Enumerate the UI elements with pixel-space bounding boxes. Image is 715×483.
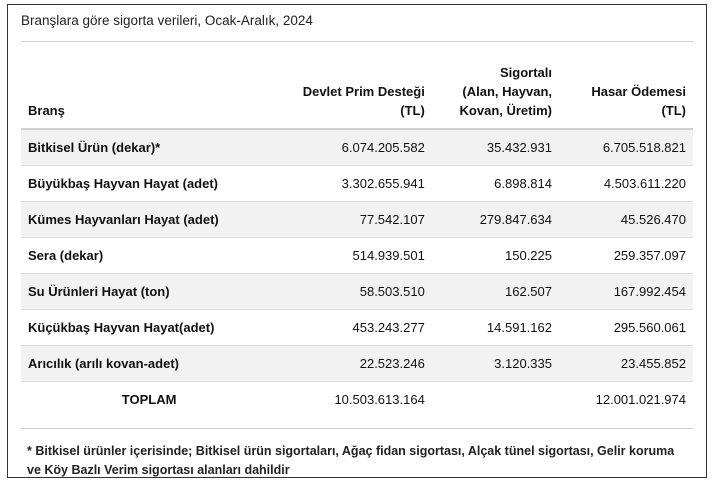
column-header-brans-label: Branş [28, 103, 65, 118]
table-row [21, 202, 693, 238]
footnote: * Bitkisel ürünler içerisinde; Bitkisel ürün sigortaları, Ağaç fidan sigortası, Alçak tünel sigortası, Gelir koruma ve Köy Bazlı Verim sigortası alanları dahildir [27, 444, 675, 477]
row-hasar-cell: 259.357.097 [559, 238, 693, 274]
row-devlet-cell: 77.542.107 [277, 202, 432, 238]
row-brans-cell: Su Ürünleri Hayat (ton) [21, 274, 277, 310]
row-brans-cell: Büyükbaş Hayvan Hayat (adet) [21, 166, 277, 202]
row-brans-cell: Arıcılık (arılı kovan-adet) [21, 346, 277, 382]
row-devlet-cell: 22.523.246 [277, 346, 432, 382]
row-sigortali-cell: 14.591.162 [432, 310, 559, 346]
column-header-devlet-prim [277, 63, 432, 129]
row-hasar-cell: 45.526.470 [559, 202, 693, 238]
total-sigortali-cell [432, 382, 559, 418]
total-label: TOPLAM [121, 392, 177, 407]
column-header-sigortali-line-1: Sigortalı [499, 65, 552, 80]
row-devlet-cell: 3.302.655.941 [277, 166, 432, 202]
page-title: Branşlara göre sigorta verileri, Ocak-Aralık, 2024 [21, 13, 313, 28]
column-header-sigortali [432, 63, 559, 129]
table-row [21, 310, 693, 346]
row-devlet-cell: 58.503.510 [277, 274, 432, 310]
table-row [21, 274, 693, 310]
total-devlet-cell: 10.503.613.164 [334, 392, 425, 407]
column-header-hasar-line-2: (TL) [661, 103, 686, 118]
row-hasar-cell: 6.705.518.821 [559, 129, 693, 166]
row-hasar-cell: 4.503.611.220 [559, 166, 693, 202]
total-row [21, 382, 693, 418]
total-hasar-cell: 12.001.021.974 [595, 392, 686, 407]
row-sigortali-cell: 279.847.634 [432, 202, 559, 238]
row-hasar-cell: 167.992.454 [559, 274, 693, 310]
row-hasar-cell: 23.455.852 [559, 346, 693, 382]
column-header-sigortali-line-2: (Alan, Hayvan, [462, 84, 552, 99]
column-header-sigortali-line-3: Kovan, Üretim) [459, 103, 552, 118]
column-header-devlet-line-2: (TL) [400, 103, 425, 118]
row-sigortali-cell: 35.432.931 [432, 129, 559, 166]
row-sigortali-cell: 6.898.814 [432, 166, 559, 202]
row-brans-cell: Sera (dekar) [21, 238, 277, 274]
row-brans-cell: Küçükbaş Hayvan Hayat(adet) [21, 310, 277, 346]
title-divider [21, 41, 693, 42]
row-devlet-cell: 6.074.205.582 [277, 129, 432, 166]
row-hasar-cell: 295.560.061 [559, 310, 693, 346]
table-row [21, 129, 693, 166]
row-brans-cell: Kümes Hayvanları Hayat (adet) [21, 202, 277, 238]
table-row [21, 238, 693, 274]
row-sigortali-cell: 162.507 [432, 274, 559, 310]
table-row [21, 166, 693, 202]
column-header-devlet-line-1: Devlet Prim Desteği [302, 84, 425, 99]
column-header-brans [21, 63, 277, 129]
column-header-hasar-odemesi [559, 63, 693, 129]
row-sigortali-cell: 150.225 [432, 238, 559, 274]
insurance-table [21, 63, 693, 417]
row-devlet-cell: 453.243.277 [277, 310, 432, 346]
header-row [21, 63, 693, 129]
row-brans-cell: Bitkisel Ürün (dekar)* [21, 129, 277, 166]
row-devlet-cell: 514.939.501 [277, 238, 432, 274]
column-header-hasar-line-1: Hasar Ödemesi [591, 84, 686, 99]
footnote-divider [21, 428, 693, 429]
row-sigortali-cell: 3.120.335 [432, 346, 559, 382]
table-container [7, 4, 707, 478]
table-row [21, 346, 693, 382]
